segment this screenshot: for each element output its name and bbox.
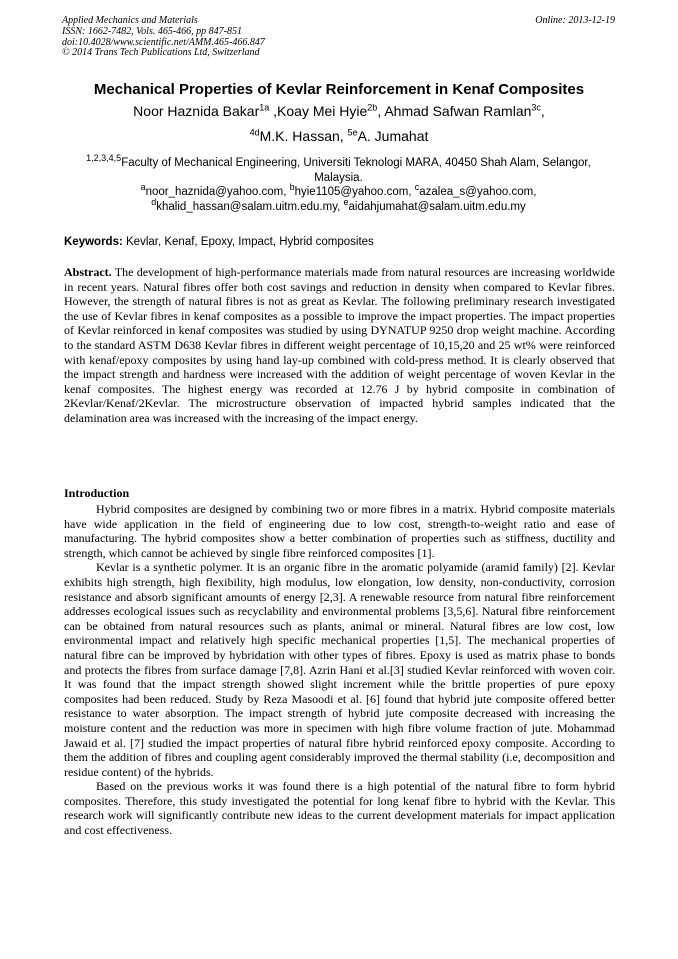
email-address: azalea_s@yahoo.com bbox=[419, 186, 534, 198]
doi-line: doi:10.4028/www.scientific.net/AMM.465-466.847 bbox=[62, 36, 265, 48]
abstract-text: The development of high-performance materials made from natural resources are increasing worldwide in recent years. Natural fibres offer both cost savings and reduction in density when compared to Kevlar fibres. However, the strength of natural fibres is not as great as Kevlar. The following preliminary research investigated the use of Kevlar fibres in kenaf composites as a possible to improve the impact properties. The impact properties of Kevlar reinforced in kenaf composites was studied by using DYNATUP 9250 drop weight machine. According to the standard ASTM D638 Kevlar fibres in different weight percentage of 10,15,20 and 25 wt% were reinforced with kenaf/epoxy composites by using hand lay-up combined with cold-press method. It is clearly observed that the impact strength and hardness were increased with the addition of weight percentage of woven Kevlar in the kenaf composites. The highest energy was recorded at 12.76 J by hybrid composite in combination of 2Kevlar/Kenaf/2Kevlar. The microstructure observation of impacted hybrid samples indicated that the delamination area was increased with the increasing of the impact energy. bbox=[64, 265, 615, 425]
email-address: khalid_hassan@salam.uitm.edu.my bbox=[156, 201, 338, 213]
author-line-1: Noor Haznida Bakar$^{1a}$ ,Koay Mei Hyie$^{2b}$, Ahmad Safwan Ramlan$^{3c}$, bbox=[133, 102, 545, 119]
abstract bbox=[64, 265, 615, 426]
email-address: hyie1105@yahoo.com bbox=[294, 186, 409, 198]
journal-header bbox=[62, 16, 615, 59]
paragraph: Based on the previous works it was found there is a high potential of the natural fibre to form hybrid composites. Therefore, this study investigated the potential for long kenaf fibre to hybrid with the Kevlar. This research work will significantly contribute new ideas to the current development materials for impact application and cost effectiveness. bbox=[64, 779, 615, 838]
author-sup: 1a bbox=[259, 102, 270, 113]
paragraph: Kevlar is a synthetic polymer. It is an organic fibre in the aromatic polyamide (aramid family) [2]. Kevlar exhibits high strength, high flexibility, high modulus, low elongation, low density, non-conductivity, corrosion resistance and absorb significant amounts of energy [2,3]. A renewable resource from natural fibre reinforcement addresses ecological issues such as recyclability and environmental problems [3,5,6]. Natural fibre reinforcement can be obtained from natural resources such as plants, animal or mineral. Natural fibres are low cost, low environmental impact and relatively high specific mechanical properties [1,5]. The mechanical properties of natural fibre can be improved by hybridation with other types of fibres. Epoxy is used as matrix phase to bonds and protects the fibres from surface damage [7,8]. Azrin Hani et al.[3] studied Kevlar reinforced with woven coir. It was found that the impact strength showed slight increment while the brittle properties of pure epoxy composites had been reduced. Study by Reza Masoodi et al. [6] found that hybrid jute composite offered better resistance to water absorption. The impact strength of hybrid jute composite decreased with increasing the moisture content and the reduction was more in specimen with high fibre volume fraction of jute. Mohammad Jawaid et al. [7] studied the impact properties of natural fibre hybrid reinforced epoxy composite. According to them the addition of fibres and coupling agent considerably improved the thermal stability (i.e, decomposition and residue content) of the hybrids. bbox=[64, 560, 615, 779]
email-sup: d bbox=[151, 197, 157, 208]
online-date: Online: 2013-12-19 bbox=[535, 15, 615, 26]
affiliation-sup: 1,2,3,4,5 bbox=[86, 153, 122, 164]
keywords bbox=[64, 236, 374, 248]
author-sup: 5e bbox=[347, 127, 358, 138]
author-emails bbox=[62, 182, 615, 215]
email-line-1: $^a$noor_haznida@yahoo.com, $^b$hyie1105@yahoo.com, $^c$azalea_s@yahoo.com, bbox=[140, 182, 537, 198]
author-name: M.K. Hassan bbox=[259, 128, 340, 144]
keywords-text: Kevlar, Kenaf, Epoxy, Impact, Hybrid composites bbox=[126, 236, 374, 248]
email-line-2: $^d$khalid_hassan@salam.uitm.edu.my, $^e$aidahjumahat@salam.uitm.edu.my bbox=[151, 197, 526, 213]
paper-title: Mechanical Properties of Kevlar Reinforcement in Kenaf Composites bbox=[93, 81, 585, 98]
copyright-line: © 2014 Trans Tech Publications Ltd, Switzerland bbox=[62, 47, 260, 59]
author-line-2: $^{4d}$M.K. Hassan, $^{5e}$A. Jumahat bbox=[249, 127, 429, 144]
author-name: Koay Mei Hyie bbox=[277, 103, 368, 119]
email-sup: e bbox=[343, 197, 349, 208]
author-sup: 3c bbox=[531, 102, 541, 113]
email-address: aidahjumahat@salam.uitm.edu.my bbox=[348, 201, 526, 213]
author-name: A. Jumahat bbox=[357, 128, 429, 144]
issn-line: ISSN: 1662-7482, Vols. 465-466, pp 847-851 bbox=[62, 25, 242, 37]
affiliation-text: Faculty of Mechanical Engineering, Universiti Teknologi MARA, 40450 Shah Alam, Selangor, Malaysia. bbox=[121, 157, 591, 184]
abstract-label: Abstract. bbox=[64, 265, 112, 279]
section-heading-introduction: Introduction bbox=[64, 486, 130, 500]
author-name: Ahmad Safwan Ramlan bbox=[384, 103, 532, 119]
email-sup: b bbox=[289, 182, 295, 193]
keywords-label: Keywords: bbox=[64, 236, 123, 248]
author-sup: 4d bbox=[249, 127, 260, 138]
paragraph: Hybrid composites are designed by combining two or more fibres in a matrix. Hybrid composite materials have wide application in the field of engineering due to low cost, strength-to-weight ratio and ease of manufacturing. The hybrid composites show a better combination of properties such as stiffness, ductility and strength, which cannot be achieved by single fibre reinforced composites [1]. bbox=[64, 502, 615, 560]
email-sup: c bbox=[414, 182, 420, 193]
introduction-body bbox=[64, 502, 615, 838]
email-address: noor_haznida@yahoo.com bbox=[145, 186, 284, 198]
author-sup: 2b bbox=[367, 102, 378, 113]
journal-name: Applied Mechanics and Materials bbox=[62, 15, 198, 26]
email-sup: a bbox=[140, 182, 146, 193]
author-name: Noor Haznida Bakar bbox=[133, 103, 260, 119]
